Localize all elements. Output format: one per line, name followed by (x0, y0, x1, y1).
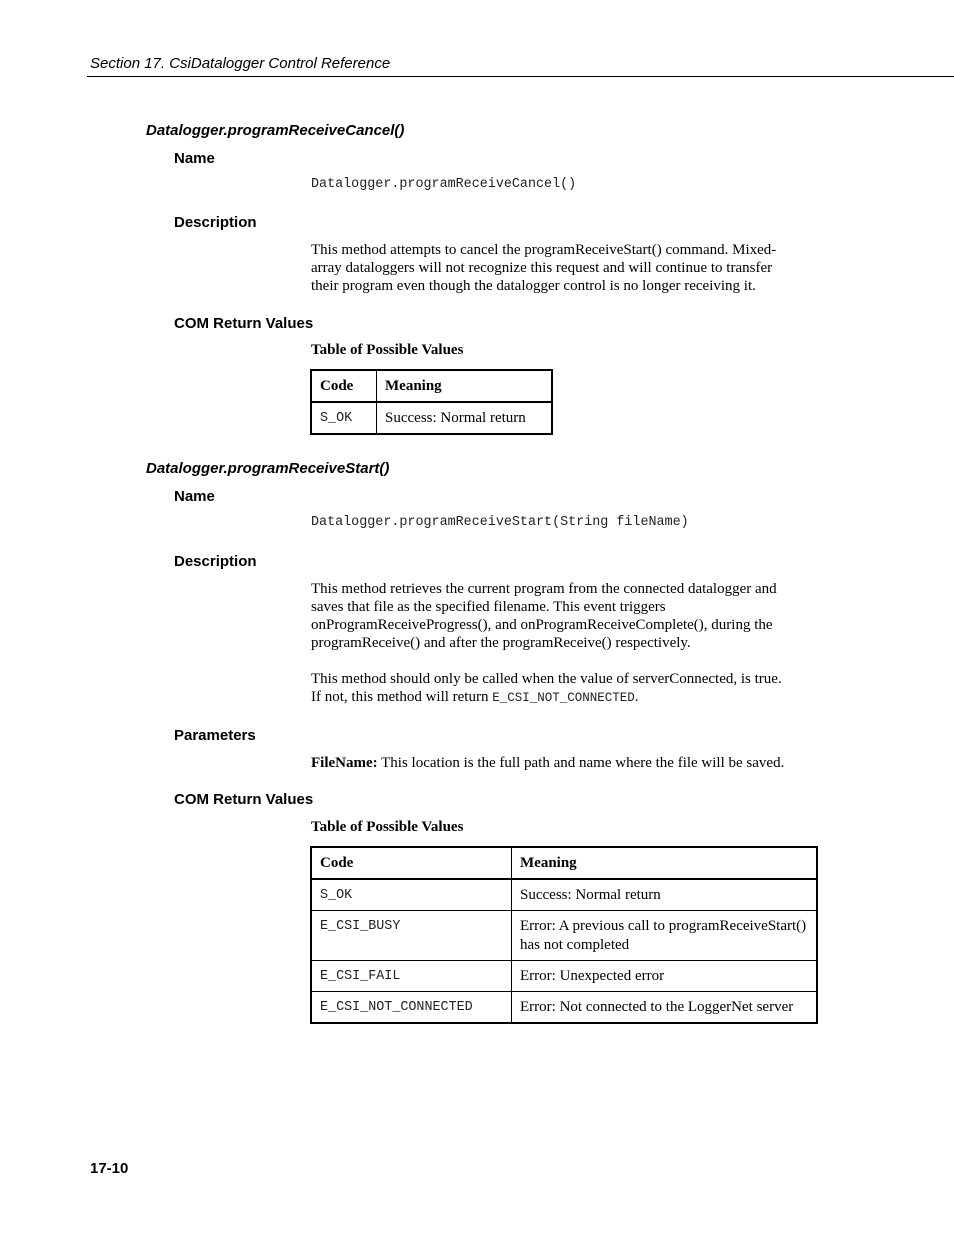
description-heading: Description (174, 214, 257, 231)
code-cell: E_CSI_FAIL (311, 961, 512, 992)
com-return-values-heading: COM Return Values (174, 791, 314, 808)
table-row (311, 961, 817, 992)
parameter-description (311, 754, 784, 772)
description-line: This method should only be called when the value of serverConnected, is true. (311, 671, 782, 687)
inline-code: E_CSI_NOT_CONNECTED (492, 691, 635, 705)
table-row (311, 402, 552, 434)
code-cell: E_CSI_NOT_CONNECTED (311, 992, 512, 1024)
method-title-receive-start: Datalogger.programReceiveStart() (146, 460, 390, 477)
table-row (311, 879, 817, 911)
description-line: array dataloggers will not recognize this request and will continue to transfer (311, 260, 773, 276)
description-line: programReceive() and after the programReceive() respectively. (311, 635, 691, 651)
page-number: 17-10 (90, 1160, 129, 1177)
meaning-cell: Success: Normal return (512, 879, 818, 911)
code-cell: E_CSI_BUSY (311, 911, 512, 961)
parameter-text: This location is the full path and name where the file will be saved. (377, 755, 785, 771)
parameters-heading: Parameters (174, 727, 256, 744)
table-caption: Table of Possible Values (311, 342, 464, 358)
table-caption: Table of Possible Values (311, 819, 464, 835)
table-row (311, 911, 817, 961)
header-rule (87, 76, 954, 77)
running-header: Section 17. CsiDatalogger Control Reference (90, 55, 391, 72)
description-text: If not, this method will return (311, 689, 493, 705)
description-paragraph (311, 580, 777, 652)
column-header-meaning: Meaning (377, 370, 553, 402)
name-heading: Name (174, 150, 215, 167)
description-line: This method retrieves the current program from the connected datalogger and (311, 581, 777, 597)
code-cell: S_OK (311, 402, 377, 434)
description-line: onProgramReceiveProgress(), and onProgramReceiveComplete(), during the (311, 617, 773, 633)
method-signature: Datalogger.programReceiveCancel() (311, 177, 577, 192)
method-title-receive-cancel: Datalogger.programReceiveCancel() (146, 122, 405, 139)
column-header-code: Code (311, 847, 512, 879)
name-heading: Name (174, 488, 215, 505)
column-header-code: Code (311, 370, 377, 402)
description-line: their program even though the datalogger control is no longer receiving it. (311, 278, 756, 294)
description-paragraph-2 (311, 670, 782, 707)
return-values-table (310, 846, 818, 1024)
description-text: . (634, 689, 639, 705)
return-values-table (310, 369, 553, 435)
description-line (311, 688, 782, 707)
table-header-row (311, 847, 817, 879)
meaning-cell: Error: Unexpected error (512, 961, 818, 992)
table-row (311, 992, 817, 1024)
meaning-cell: Error: Not connected to the LoggerNet server (512, 992, 818, 1024)
column-header-meaning: Meaning (512, 847, 818, 879)
description-heading: Description (174, 553, 257, 570)
description-line: This method attempts to cancel the programReceiveStart() command. Mixed- (311, 242, 777, 258)
method-signature: Datalogger.programReceiveStart(String fileName) (311, 515, 689, 530)
description-line: saves that file as the specified filename. This event triggers (311, 599, 666, 615)
com-return-values-heading: COM Return Values (174, 315, 314, 332)
code-cell: S_OK (311, 879, 512, 911)
meaning-cell: Success: Normal return (377, 402, 553, 434)
table-header-row (311, 370, 552, 402)
parameter-name: FileName: (311, 755, 378, 771)
meaning-cell: Error: A previous call to programReceiveStart() has not completed (512, 911, 818, 961)
description-paragraph (311, 241, 776, 295)
